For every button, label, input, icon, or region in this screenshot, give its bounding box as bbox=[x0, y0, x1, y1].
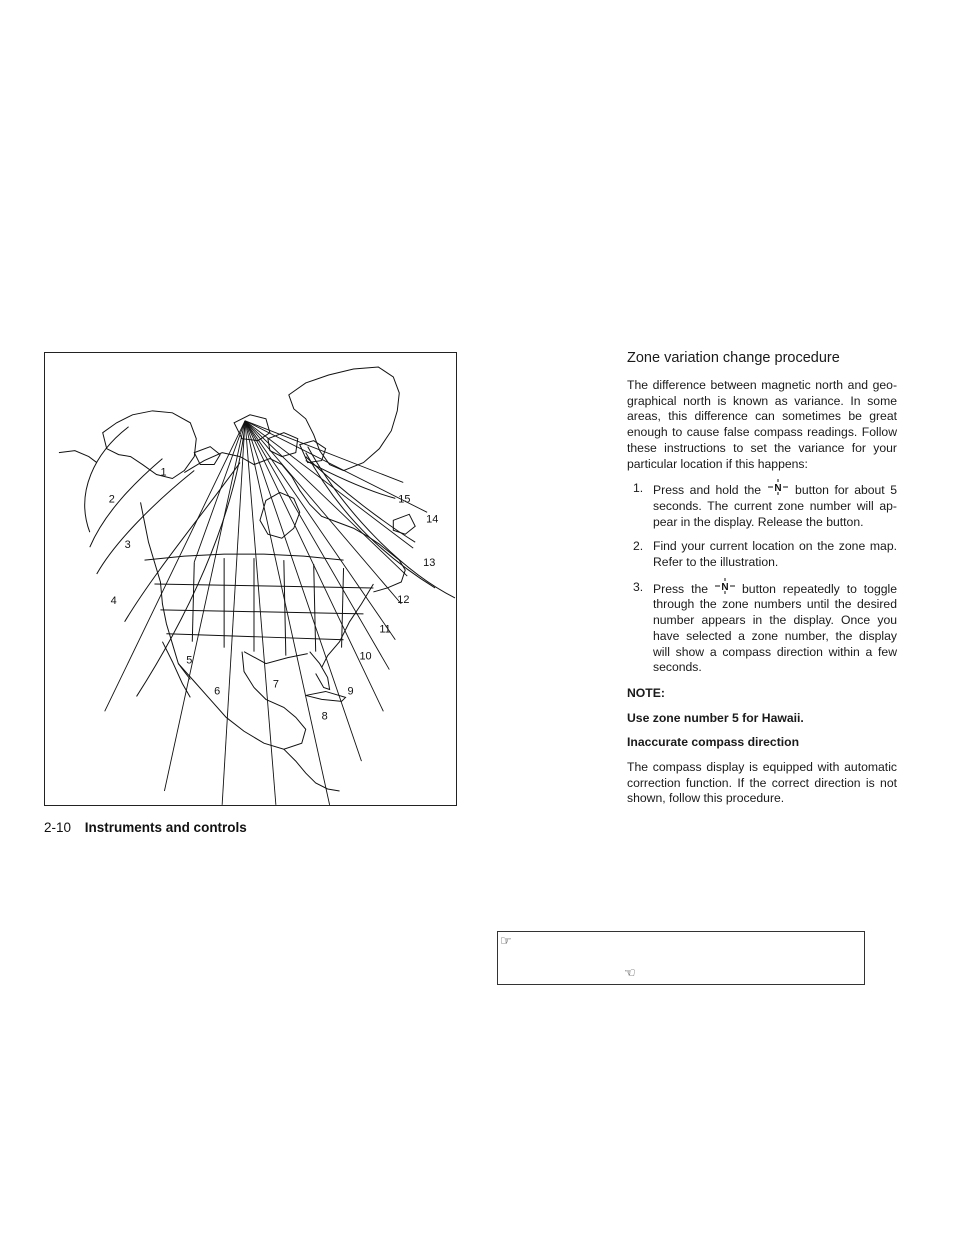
zone-label-7: 7 bbox=[272, 678, 279, 691]
zone-map-svg bbox=[45, 353, 456, 805]
step-text-after: button for about 5 seconds. The current zone number will ap-pear in the display. Release the button. bbox=[653, 483, 897, 529]
zone-label-6: 6 bbox=[214, 685, 221, 698]
compass-n-button-icon bbox=[714, 580, 736, 596]
zone-label-1: 1 bbox=[160, 466, 167, 479]
procedure-steps bbox=[627, 481, 897, 676]
zone-label-8: 8 bbox=[321, 710, 328, 723]
svg-text:N: N bbox=[721, 581, 729, 593]
svg-text:N: N bbox=[774, 483, 782, 495]
closing-paragraph: The compass display is equipped with automatic correction function. If the correct direction is not shown, follow this procedure. bbox=[627, 760, 897, 806]
zone-label-3: 3 bbox=[124, 539, 131, 552]
page-footer bbox=[44, 820, 247, 835]
zone-map-illustration bbox=[44, 352, 457, 806]
step-1 bbox=[627, 481, 897, 530]
page-number: 2-10 bbox=[44, 820, 72, 835]
inaccurate-compass-subheading: Inaccurate compass direction bbox=[627, 735, 800, 750]
step-text-after: button repeatedly to toggle through the zone numbers until the desired number appears in the display. Once you have selected a zone number, the display will show a compass direction within a few seconds. bbox=[653, 581, 897, 675]
step-2 bbox=[627, 539, 897, 570]
compass-n-button-icon bbox=[767, 481, 789, 497]
procedure-text-column bbox=[627, 348, 897, 816]
note-text: Use zone number 5 for Hawaii. bbox=[627, 710, 804, 725]
reference-note-box bbox=[497, 931, 865, 985]
pointing-hand-icon: ☜ bbox=[624, 965, 636, 980]
zone-label-13: 13 bbox=[423, 557, 436, 570]
zone-label-2: 2 bbox=[108, 493, 115, 506]
step-number: 2. bbox=[633, 539, 644, 554]
zone-label-4: 4 bbox=[110, 594, 117, 607]
step-3 bbox=[627, 580, 897, 676]
note-label: NOTE: bbox=[627, 685, 665, 700]
procedure-heading: Zone variation change procedure bbox=[627, 350, 840, 366]
pointing-hand-icon: ☞ bbox=[500, 933, 512, 948]
zone-label-11: 11 bbox=[379, 623, 391, 636]
zone-label-10: 10 bbox=[359, 650, 372, 663]
step-text: Find your current location on the zone map. Refer to the illustration. bbox=[653, 539, 897, 570]
step-number: 1. bbox=[633, 481, 644, 496]
zone-label-12: 12 bbox=[397, 593, 410, 606]
section-title: Instruments and controls bbox=[84, 820, 247, 835]
zone-label-14: 14 bbox=[426, 513, 439, 526]
step-text-before: Press and hold the bbox=[653, 483, 762, 498]
step-number: 3. bbox=[633, 579, 644, 594]
step-text-before: Press the bbox=[653, 581, 709, 596]
intro-paragraph: The difference between magnetic north and geo-graphical north is known as variance. In some areas, this difference can sometimes be great enough to cause false compass readings. Follow these instructions to set the variance for your particular location if this happens: bbox=[627, 378, 897, 471]
zone-label-5: 5 bbox=[186, 654, 193, 667]
zone-label-9: 9 bbox=[347, 685, 354, 698]
zone-label-15: 15 bbox=[398, 493, 411, 506]
